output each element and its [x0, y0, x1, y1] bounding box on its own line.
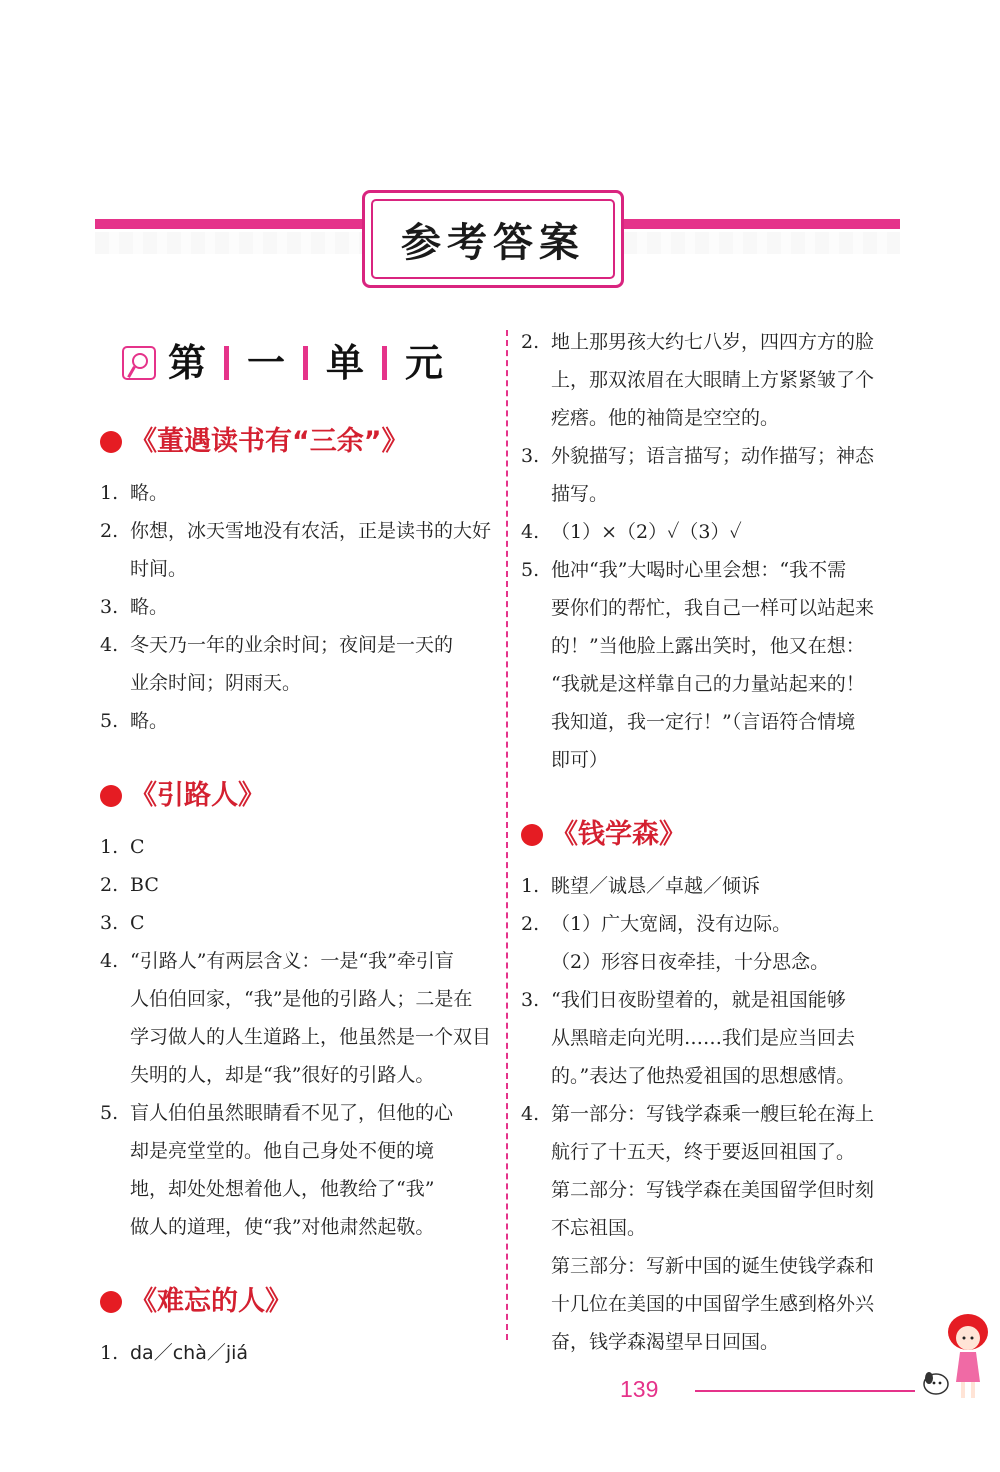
answer-item [100, 942, 495, 1094]
answer-line: 略。 [130, 482, 169, 504]
answer-line: 的。”表达了他热爱祖国的思想感情。 [551, 1065, 856, 1087]
answer-line: 航行了十五天，终于要返回祖国了。 [551, 1141, 856, 1163]
section-heading [100, 416, 495, 468]
answer-line: 不忘祖国。 [551, 1217, 647, 1239]
answer-number: 1. [100, 482, 119, 504]
answer-item [521, 323, 921, 437]
answer-number: 2. [521, 913, 540, 935]
answer-line: 地上那男孩大约七八岁，四四方方的脸 [551, 331, 875, 353]
answer-number: 3. [521, 445, 540, 467]
answer-line: da／chà／jiá [130, 1342, 249, 1364]
section-heading [100, 770, 495, 822]
answer-line: 描写。 [551, 483, 609, 505]
girl-with-dog-illustration-icon [920, 1310, 995, 1405]
unit-char: 一 [247, 340, 286, 385]
answer-line: 我知道，我一定行！”（言语符合情境 [551, 711, 856, 733]
column-divider [506, 330, 508, 1340]
answer-item [100, 626, 495, 702]
answer-number: 4. [521, 1103, 540, 1125]
key-icon [122, 346, 156, 380]
section-heading [521, 809, 921, 861]
section-title: 《难忘的人》 [130, 1286, 292, 1317]
answer-line: C [130, 836, 145, 858]
footer-rule [695, 1390, 915, 1392]
answer-item [521, 1095, 921, 1361]
answer-line: 的！”当他脸上露出笑时，他又在想： [551, 635, 865, 657]
bullet-dot-icon [100, 1291, 122, 1313]
answer-item [100, 474, 495, 512]
answer-line: 十几位在美国的中国留学生感到格外兴 [551, 1293, 875, 1315]
answer-line: C [130, 912, 145, 934]
answer-number: 1. [100, 836, 119, 858]
answer-line: 盲人伯伯虽然眼睛看不见了，但他的心 [130, 1102, 454, 1124]
answer-item [521, 551, 921, 779]
answer-item [100, 828, 495, 866]
page-title: 参考答案 [371, 199, 615, 279]
answer-item [100, 512, 495, 588]
left-column [100, 330, 495, 1372]
bullet-dot-icon [100, 431, 122, 453]
answer-line: 时间。 [130, 558, 188, 580]
answer-line: 做人的道理，使“我”对他肃然起敬。 [130, 1216, 435, 1238]
answer-item [100, 1334, 495, 1372]
answer-item [521, 981, 921, 1095]
answer-line: 却是亮堂堂的。他自己身处不便的境 [130, 1140, 435, 1162]
answer-item [100, 904, 495, 942]
answer-line: 略。 [130, 596, 169, 618]
answer-line: “引路人”有两层含义：一是“我”牵引盲 [130, 950, 454, 972]
section-heading [100, 1276, 495, 1328]
answer-number: 4. [521, 521, 540, 543]
unit-separator [224, 346, 229, 380]
answer-line: 略。 [130, 710, 169, 732]
answer-line: 学习做人的人生道路上，他虽然是一个双目 [130, 1026, 492, 1048]
answer-item [100, 588, 495, 626]
answer-line: （1）×（2）✓（3）✓ [551, 521, 742, 543]
unit-separator [303, 346, 308, 380]
answer-line: 从黑暗走向光明……我们是应当回去 [551, 1027, 856, 1049]
answer-line: 人伯伯回家，“我”是他的引路人；二是在 [130, 988, 473, 1010]
answer-number: 5. [100, 710, 119, 732]
section-title: 《引路人》 [130, 780, 265, 811]
answer-item [521, 437, 921, 513]
answer-number: 5. [100, 1102, 119, 1124]
answer-line: 要你们的帮忙，我自己一样可以站起来 [551, 597, 875, 619]
section-title: 《钱学森》 [551, 819, 686, 850]
answer-line: 地，却处处想着他人，他教给了“我” [130, 1178, 435, 1200]
answer-line: 疙瘩。他的袖筒是空空的。 [551, 407, 780, 429]
unit-separator [382, 346, 387, 380]
answer-number: 4. [100, 950, 119, 972]
answer-line: （2）形容日夜牵挂，十分思念。 [551, 951, 830, 973]
answer-line: （1）广大宽阔，没有边际。 [551, 913, 792, 935]
answer-number: 2. [521, 331, 540, 353]
answer-item [100, 702, 495, 740]
answer-line: 外貌描写；语言描写；动作描写；神态 [551, 445, 875, 467]
right-column [521, 323, 921, 1361]
answer-number: 5. [521, 559, 540, 581]
unit-char: 元 [405, 340, 444, 385]
title-box [362, 190, 624, 288]
unit-char: 第 [168, 340, 207, 385]
answer-line: 眺望／诚恳／卓越／倾诉 [551, 875, 761, 897]
answer-line: 失明的人，却是“我”很好的引路人。 [130, 1064, 435, 1086]
answer-item [100, 866, 495, 904]
answer-line: “我们日夜盼望着的，就是祖国能够 [551, 989, 846, 1011]
answer-line: 冬天乃一年的业余时间；夜间是一天的 [130, 634, 454, 656]
page-number: 139 [620, 1376, 659, 1402]
answer-number: 3. [521, 989, 540, 1011]
answer-line: “我就是这样靠自己的力量站起来的！ [551, 673, 865, 695]
answer-line: 第三部分：写新中国的诞生使钱学森和 [551, 1255, 875, 1277]
answer-item [521, 867, 921, 905]
answer-number: 2. [100, 874, 119, 896]
answer-line: BC [130, 874, 159, 896]
bullet-dot-icon [521, 824, 543, 846]
section-title: 《董遇读书有“三余”》 [130, 426, 409, 457]
answer-item [521, 513, 921, 551]
answer-number: 2. [100, 520, 119, 542]
unit-heading [122, 330, 495, 396]
answer-line: 第二部分：写钱学森在美国留学但时刻 [551, 1179, 875, 1201]
answer-number: 3. [100, 912, 119, 934]
answer-line: 即可） [551, 749, 609, 771]
answer-line: 他冲“我”大喝时心里会想：“我不需 [551, 559, 847, 581]
answer-line: 你想，冰天雪地没有农活，正是读书的大好 [130, 520, 492, 542]
answer-number: 1. [521, 875, 540, 897]
answer-number: 3. [100, 596, 119, 618]
answer-line: 业余时间；阴雨天。 [130, 672, 302, 694]
answer-number: 1. [100, 1342, 119, 1364]
bullet-dot-icon [100, 785, 122, 807]
answer-item [100, 1094, 495, 1246]
answer-line: 上，那双浓眉在大眼睛上方紧紧皱了个 [551, 369, 875, 391]
answer-line: 第一部分：写钱学森乘一艘巨轮在海上 [551, 1103, 875, 1125]
unit-char: 单 [326, 340, 365, 385]
answer-number: 4. [100, 634, 119, 656]
answer-line: 奋，钱学森渴望早日回国。 [551, 1331, 780, 1353]
answer-item [521, 905, 921, 981]
